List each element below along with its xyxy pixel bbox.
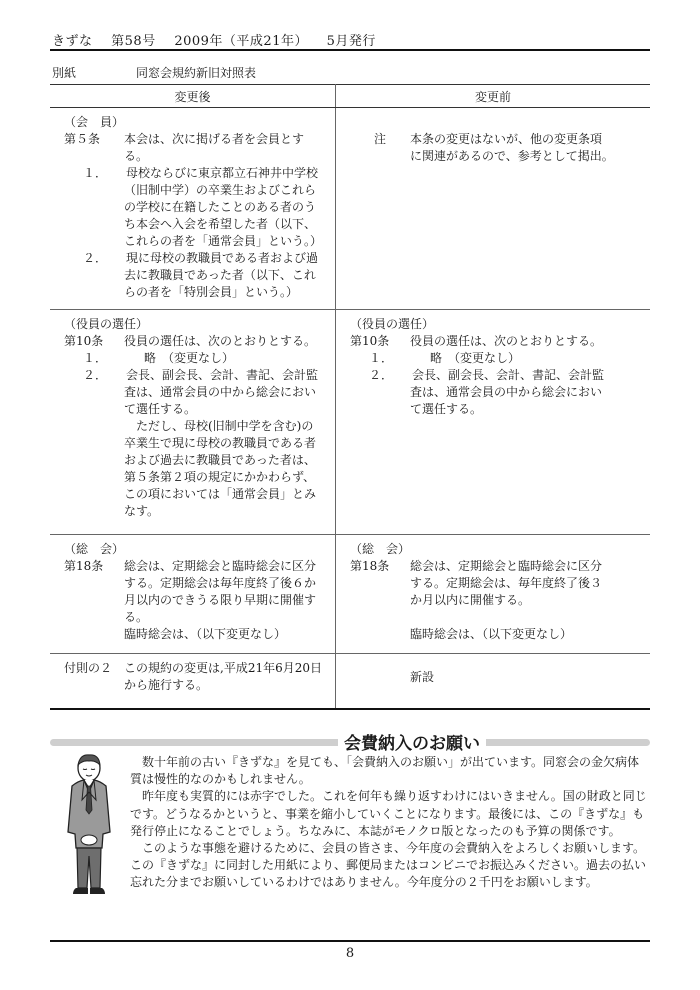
item-text: の学校に在籍したことのある者のう xyxy=(124,200,317,214)
article-label: 付則の２ xyxy=(64,661,113,675)
note-label: 注 xyxy=(373,132,386,146)
item-text: これらの者を「通常会員」という。） xyxy=(124,234,323,248)
article-label: 第５条 xyxy=(64,132,101,146)
item-text: 卒業生で現に母校の教職員である者 xyxy=(124,436,317,450)
cell-before xyxy=(336,108,651,310)
section-heading: （会 員） xyxy=(64,115,125,129)
article-label: 第18条 xyxy=(64,559,104,573)
article-text: 臨時総会は、（以下変更なし） xyxy=(410,627,573,641)
issue-number: 第58号 xyxy=(111,34,156,49)
item-text: および過去に教職員であった者は、 xyxy=(124,453,316,467)
item-number: １． xyxy=(368,351,393,365)
header-rule xyxy=(50,49,650,51)
article-text: か月以内に開催する。 xyxy=(410,593,531,607)
issue-year: 2009年（平成21年） xyxy=(174,34,308,49)
item-number: １． xyxy=(82,351,107,365)
section-heading: （役員の選任） xyxy=(64,317,149,331)
article-text: 臨時総会は、（以下変更なし） xyxy=(124,627,287,641)
table-header-row xyxy=(50,85,650,108)
item-text: 会長、副会長、会計、書記、会計監 xyxy=(412,368,605,382)
section-heading: （総 会） xyxy=(64,542,125,556)
section-heading: （総 会） xyxy=(350,542,411,556)
item-text: らの者を「特別会員」という。） xyxy=(124,285,299,299)
item-number: ２． xyxy=(368,368,393,382)
item-text: 会長、副会長、会計、書記、会計監 xyxy=(126,368,319,382)
article-text: 総会は、定期総会と臨時総会に区分 xyxy=(124,559,317,573)
section-heading: （役員の選任） xyxy=(350,317,435,331)
item-text: この項においては「通常会員」とみ xyxy=(124,487,317,501)
bowing-man-illustration xyxy=(58,752,120,900)
item-text: ち本会へ入会を希望した者（以下、 xyxy=(124,217,317,231)
notice-banner xyxy=(50,730,650,754)
item-text: 略 （変更なし） xyxy=(430,351,521,365)
item-text: 現に母校の教職員である者および過 xyxy=(126,251,319,265)
item-number: ２． xyxy=(82,251,107,265)
note-text: 本条の変更はないが、他の変更条項 xyxy=(410,132,603,146)
table-row xyxy=(50,654,650,710)
item-text: 略 （変更なし） xyxy=(144,351,235,365)
item-text: ただし、母校(旧制中学を含む)の xyxy=(136,419,314,433)
item-text: なす。 xyxy=(124,504,160,518)
article-label: 第18条 xyxy=(350,559,390,573)
cell-after xyxy=(50,310,336,535)
cell-after xyxy=(50,535,336,654)
notice-body xyxy=(130,754,650,892)
col-header-before: 変更前 xyxy=(336,85,651,108)
article-label: 第10条 xyxy=(64,334,104,348)
table-row xyxy=(50,535,650,654)
attachment-label: 別紙 xyxy=(52,66,77,80)
item-text: 去に教職員であった者（以下、これ xyxy=(124,268,316,282)
article-text: 月以内のできうる限り早期に開催す xyxy=(124,593,317,607)
attachment-title: 同窓会規約新旧対照表 xyxy=(136,66,257,80)
article-text: 役員の選任は、次のとおりとする。 xyxy=(410,334,603,348)
article-text: る。 xyxy=(124,610,149,624)
cell-before xyxy=(336,535,651,654)
article-text: する。定期総会は、毎年度終了後３ xyxy=(410,576,603,590)
cell-after xyxy=(50,654,336,710)
article-text: 役員の選任は、次のとおりとする。 xyxy=(124,334,317,348)
notice-paragraph: このような事態を避けるために、会員の皆さま、今年度の会費納入をよろしくお願いします。この『きずな』に同封した用紙により、郵便局またはコンビニでお振込みください。過去の払い忘れた分までお願いしているわけではありません。今年度分の２千円をお願いします。 xyxy=(130,841,647,890)
notice-paragraph: 昨年度も実質的には赤字でした。これを何年も繰り返すわけにはいきません。国の財政と同じです。どうなるかというと、事業を縮小していくことになります。最後には、この『きずな』も発行停止になることでしょう。ちなみに、本誌がモノクロ版となったのも予算の関係です。 xyxy=(130,789,647,838)
note-text: に関連があるので、参考として掲出。 xyxy=(410,149,614,163)
cell-before xyxy=(336,654,651,710)
notice-title: 会費納入のお願い xyxy=(338,729,486,754)
table-row xyxy=(50,108,650,310)
page-number: 8 xyxy=(345,946,355,961)
item-text: て選任する。 xyxy=(124,402,197,416)
col-header-after: 変更後 xyxy=(50,85,336,108)
footer-rule xyxy=(50,940,650,942)
article-text: この規約の変更は,平成21年6月20日 xyxy=(124,661,322,675)
item-text: 第５条第２項の規定にかかわらず、 xyxy=(124,470,316,484)
item-text: 母校ならびに東京都立石神井中学校 xyxy=(126,166,319,180)
comparison-table xyxy=(50,84,650,710)
article-text: から施行する。 xyxy=(124,678,209,692)
cell-before xyxy=(336,310,651,535)
item-text: （旧制中学）の卒業生およびこれら xyxy=(124,183,317,197)
item-text: 査は、通常会員の中から総会におい xyxy=(410,385,603,399)
item-number: １． xyxy=(82,166,107,180)
newsletter-title: きずな xyxy=(52,34,93,49)
article-text: 本会は、次に掲げる者を会員とする。 xyxy=(124,132,305,163)
issue-month: 5月発行 xyxy=(326,34,376,49)
item-number: ２． xyxy=(82,368,107,382)
article-text: 新設 xyxy=(410,670,435,684)
article-label: 第10条 xyxy=(350,334,390,348)
article-text: 総会は、定期総会と臨時総会に区分 xyxy=(410,559,603,573)
item-text: 査は、通常会員の中から総会におい xyxy=(124,385,317,399)
article-text: する。定期総会は毎年度終了後６か xyxy=(124,576,317,590)
item-text: て選任する。 xyxy=(410,402,483,416)
page-header xyxy=(52,30,390,49)
notice-paragraph: 数十年前の古い『きずな』を見ても、「会費納入のお願い」が出ています。同窓会の金欠病体質は慢性的なのかもしれません。 xyxy=(130,755,640,787)
cell-after xyxy=(50,108,336,310)
table-row xyxy=(50,310,650,535)
